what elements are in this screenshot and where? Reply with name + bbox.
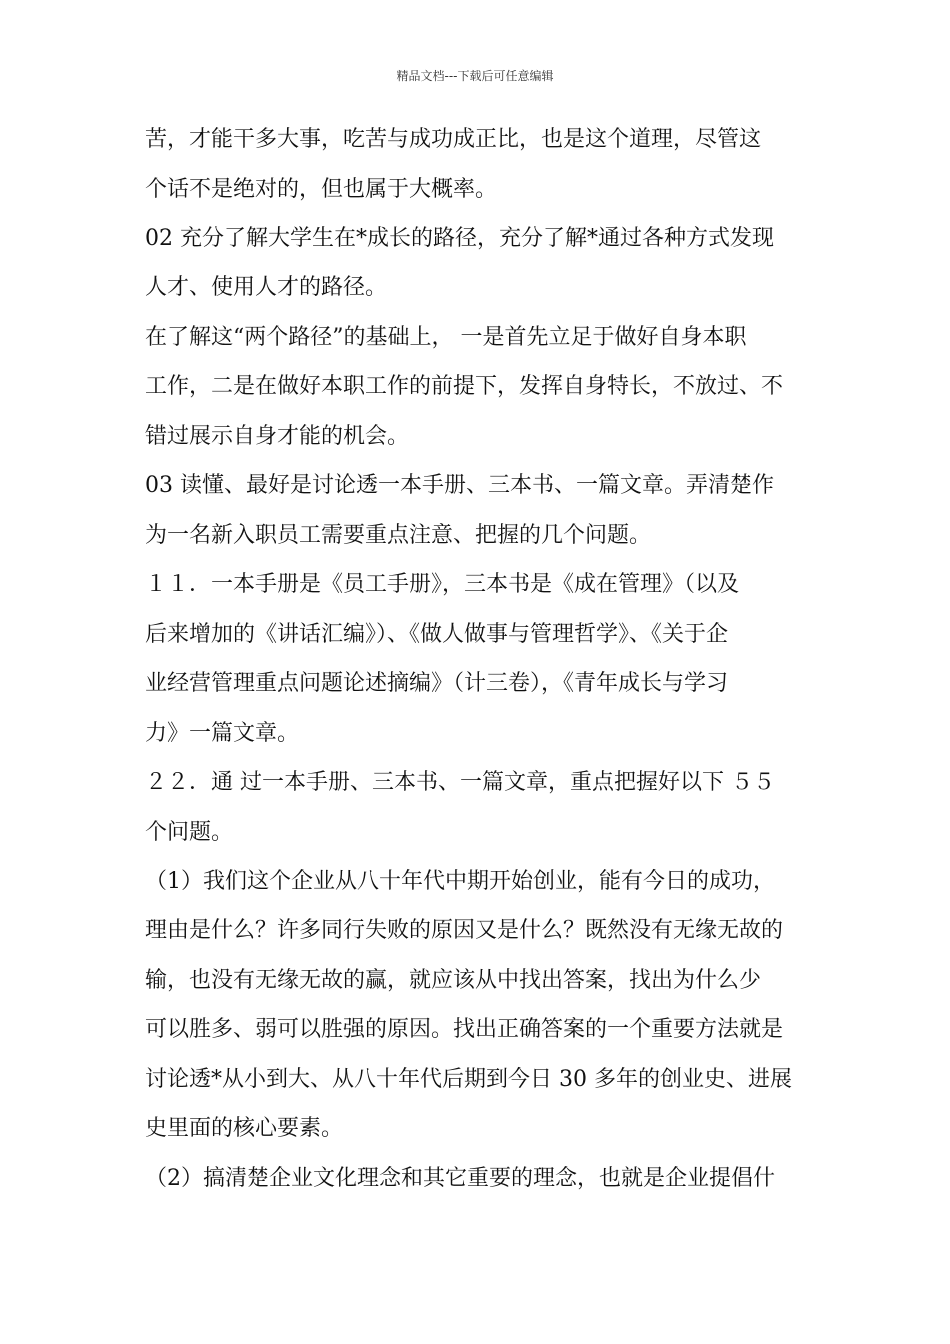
text-line: １１．一本手册是《员工手册》，三本书是《成在管理》（以及 [145, 572, 740, 597]
page-header: 精品文档---下载后可任意编辑 [396, 69, 554, 83]
text-line: 理由是什么？许多同行失败的原因又是什么？既然没有无缘无故的 [145, 918, 784, 943]
text-line: 02 充分了解大学生在*成长的路径，充分了解*通过各种方式发现 [145, 226, 774, 251]
text-line: 输，也没有无缘无故的赢，就应该从中找出答案，找出为什么少 [145, 968, 762, 993]
text-line: ２２．通 过一本手册、三本书、一篇文章，重点把握好以下 ５５ [145, 770, 775, 795]
text-line: 个问题。 [145, 820, 234, 845]
text-line: 业经营管理重点问题论述摘编》（计三卷），《青年成长与学习 [145, 671, 729, 696]
text-line: 力》一篇文章。 [145, 721, 300, 746]
text-line: 在了解这“两个路径”的基础上， 一是首先立足于做好自身本职 [145, 325, 747, 350]
text-line: 错过展示自身才能的机会。 [145, 424, 410, 449]
text-line: 苦，才能干多大事，吃苦与成功成正比，也是这个道理，尽管这 [145, 127, 762, 152]
text-line: 史里面的核心要素。 [145, 1116, 344, 1141]
text-line: 可以胜多、弱可以胜强的原因。找出正确答案的一个重要方法就是 [145, 1017, 784, 1042]
text-line: 个话不是绝对的，但也属于大概率。 [145, 177, 498, 202]
text-line: （1）我们这个企业从八十年代中期开始创业，能有今日的成功， [145, 869, 775, 894]
text-line: 后来增加的《讲话汇编》）、《做人做事与管理哲学》、《关于企 [145, 622, 729, 647]
text-line: 工作，二是在做好本职工作的前提下，发挥自身特长，不放过、不 [145, 374, 784, 399]
text-line: （2）搞清楚企业文化理念和其它重要的理念，也就是企业提倡什 [145, 1166, 775, 1191]
text-line: 03 读懂、最好是讨论透一本手册、三本书、一篇文章。弄清楚作 [145, 473, 774, 498]
text-line: 人才、使用人才的路径。 [145, 275, 388, 300]
text-line: 讨论透*从小到大、从八十年代后期到今日 30 多年的创业史、进展 [145, 1067, 792, 1092]
text-line: 为一名新入职员工需要重点注意、把握的几个问题。 [145, 523, 652, 548]
